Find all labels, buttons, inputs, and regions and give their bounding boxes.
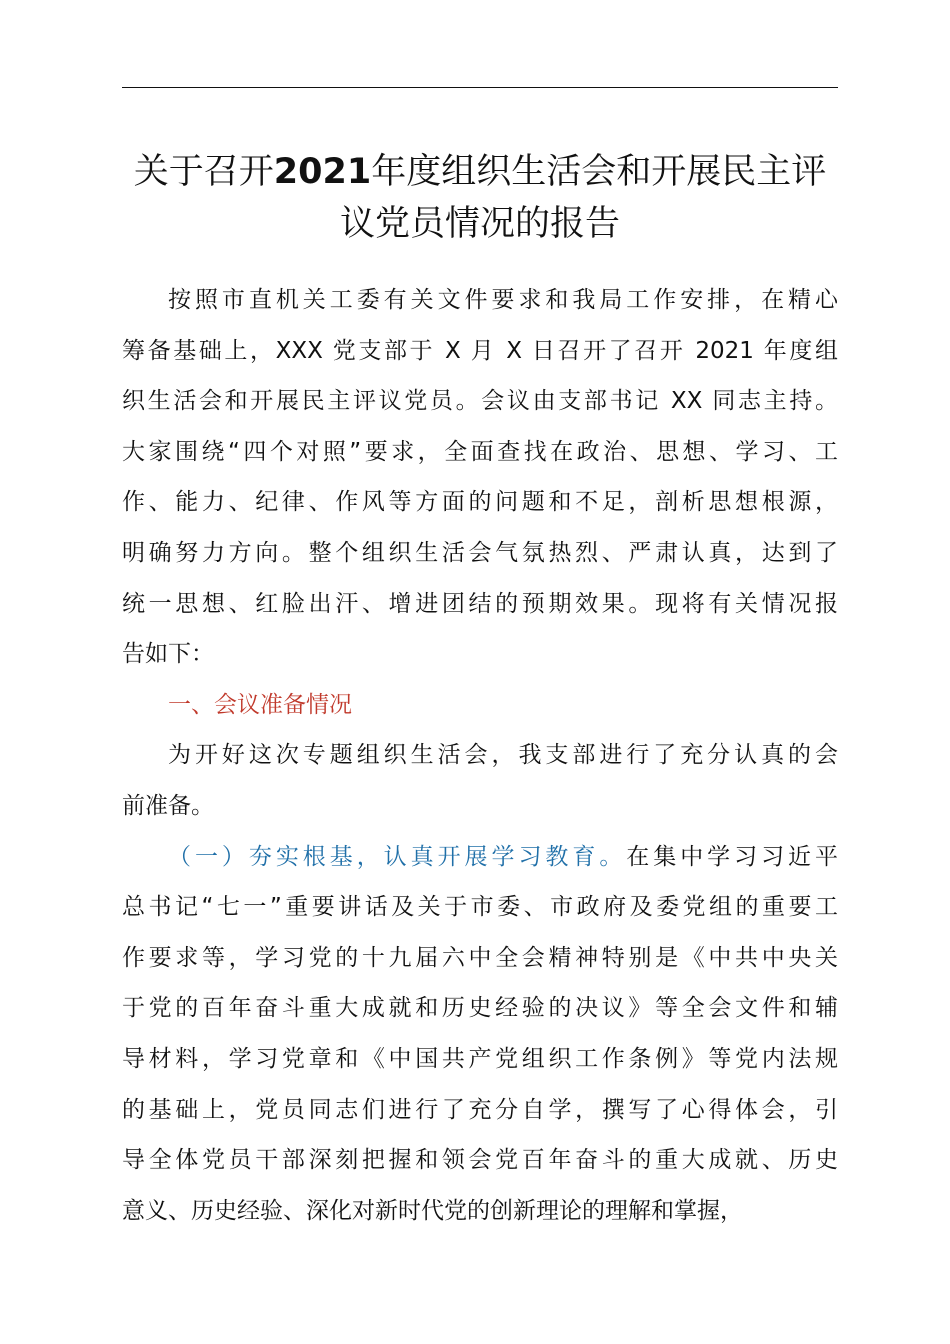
text-line: 明确努力方向。整个组织生活会气氛热烈、严肃认真，达到了 [122, 539, 838, 566]
section-heading: 一、会议准备情况 [168, 691, 352, 718]
text-line: 导材料，学习党章和《中国共产党组织工作条例》等党内法规 [122, 1045, 838, 1072]
text-line: 于党的百年奋斗重大成就和历史经验的决议》等全会文件和辅 [122, 995, 838, 1022]
text-line: 统一思想、红脸出汗、增进团结的预期效果。现将有关情况报 [122, 590, 838, 617]
subsection-heading: （一）夯实根基，认真开展学习教育。 [168, 843, 627, 870]
intro-paragraph [122, 275, 838, 680]
header-rule [122, 87, 838, 88]
section-1-paragraph [122, 730, 838, 831]
text-line: 作、能力、纪律、作风等方面的问题和不足，剖析思想根源， [122, 489, 838, 516]
subsection-1-paragraph [122, 832, 838, 1237]
text-line: （一）夯实根基，认真开展学习教育。在集中学习习近平 [168, 843, 839, 870]
text-line: 按照市直机关工委有关文件要求和我局工作安排，在精心 [168, 287, 838, 313]
title-line-1: 关于召开2021年度组织生活会和开展民主评 [133, 152, 827, 192]
document-body [122, 275, 838, 1236]
text-line: 意义、历史经验、深化对新时代党的创新理论的理解和掌握， [122, 1197, 743, 1224]
section-1-heading [122, 680, 838, 731]
text-line: 为开好这次专题组织生活会，我支部进行了充分认真的会 [168, 742, 838, 769]
text-line: 总书记“七一”重要讲话及关于市委、市政府及委党组的重要工 [122, 894, 838, 921]
text-line: 大家围绕“四个对照”要求，全面查找在政治、思想、学习、工 [122, 438, 838, 465]
title-line-2: 议党员情况的报告 [339, 204, 620, 244]
text-line: 前准备。 [122, 792, 214, 819]
text-line: 告如下： [122, 641, 214, 668]
text-line: 作要求等，学习党的十九届六中全会精神特别是《中共中央关 [122, 944, 838, 971]
text-line: 导全体党员干部深刻把握和领会党百年奋斗的重大成就、历史 [122, 1147, 838, 1174]
document-title [112, 146, 848, 250]
text-line: 的基础上，党员同志们进行了充分自学，撰写了心得体会，引 [122, 1096, 838, 1123]
text-line: 织生活会和开展民主评议党员。会议由支部书记 XX 同志主持。 [122, 388, 838, 415]
text-line: 筹备基础上，XXX 党支部于 X 月 X 日召开了召开 2021 年度组 [122, 337, 838, 364]
